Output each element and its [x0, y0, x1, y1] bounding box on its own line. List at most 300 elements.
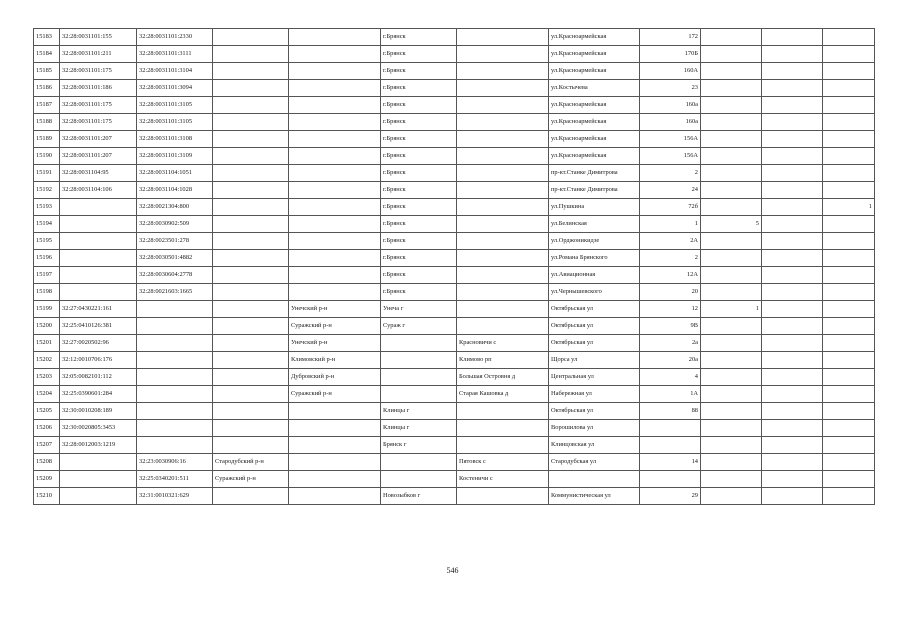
building-cell [701, 437, 762, 454]
building-cell [701, 199, 762, 216]
cadastral-number-cell [60, 471, 137, 488]
city-cell: Клинцы г [381, 420, 457, 437]
apartment-cell [762, 63, 823, 80]
district-alt-cell: Климовский р-н [289, 352, 381, 369]
building-cell [701, 386, 762, 403]
house-number-cell: 160А [640, 63, 701, 80]
building-cell [701, 454, 762, 471]
row-number-cell: 15189 [34, 131, 60, 148]
parent-cadastral-number-cell: 32:28:0030902:509 [137, 216, 213, 233]
extra-cell [823, 420, 875, 437]
table-row [34, 199, 875, 216]
building-cell [701, 284, 762, 301]
parent-cadastral-number-cell: 32:28:0031101:3108 [137, 131, 213, 148]
city-cell: г.Брянск [381, 250, 457, 267]
apartment-cell [762, 386, 823, 403]
house-number-cell: 14 [640, 454, 701, 471]
district-cell [213, 148, 289, 165]
apartment-cell [762, 199, 823, 216]
district-cell [213, 437, 289, 454]
row-number-cell: 15204 [34, 386, 60, 403]
table-row [34, 352, 875, 369]
city-cell: г.Брянск [381, 182, 457, 199]
cadastral-number-cell: 32:28:0031101:155 [60, 29, 137, 46]
parent-cadastral-number-cell [137, 420, 213, 437]
parent-cadastral-number-cell: 32:28:0030604:2778 [137, 267, 213, 284]
district-alt-cell [289, 250, 381, 267]
city-cell: г.Брянск [381, 284, 457, 301]
street-cell: Октябрьская ул [549, 403, 640, 420]
cadastral-number-cell [60, 454, 137, 471]
table-row [34, 29, 875, 46]
parent-cadastral-number-cell: 32:25:0340201:511 [137, 471, 213, 488]
city-cell: г.Брянск [381, 63, 457, 80]
building-cell [701, 352, 762, 369]
house-number-cell: 2а [640, 335, 701, 352]
street-cell: ул.Белинская [549, 216, 640, 233]
district-cell [213, 386, 289, 403]
parent-cadastral-number-cell: 32:28:0031101:3109 [137, 148, 213, 165]
apartment-cell [762, 165, 823, 182]
district-cell: Стародубский р-н [213, 454, 289, 471]
parent-cadastral-number-cell: 32:28:0031101:3094 [137, 80, 213, 97]
city-cell [381, 369, 457, 386]
parent-cadastral-number-cell [137, 335, 213, 352]
extra-cell [823, 301, 875, 318]
cadastral-number-cell: 32:27:0430221:161 [60, 301, 137, 318]
cadastral-number-cell: 32:28:0031101:175 [60, 63, 137, 80]
settlement-cell [457, 250, 549, 267]
district-alt-cell [289, 420, 381, 437]
settlement-cell: Большая Островня д [457, 369, 549, 386]
street-cell: Набережная ул [549, 386, 640, 403]
extra-cell [823, 454, 875, 471]
street-cell: Коммунистическая ул [549, 488, 640, 505]
extra-cell [823, 488, 875, 505]
table-row [34, 165, 875, 182]
building-cell [701, 182, 762, 199]
district-alt-cell [289, 148, 381, 165]
district-alt-cell [289, 165, 381, 182]
cadastral-number-cell [60, 250, 137, 267]
district-alt-cell [289, 114, 381, 131]
parent-cadastral-number-cell [137, 437, 213, 454]
district-cell [213, 318, 289, 335]
extra-cell [823, 403, 875, 420]
table-row [34, 403, 875, 420]
street-cell [549, 471, 640, 488]
table-row [34, 216, 875, 233]
row-number-cell: 15208 [34, 454, 60, 471]
extra-cell [823, 471, 875, 488]
table-row [34, 131, 875, 148]
house-number-cell: 1 [640, 216, 701, 233]
settlement-cell [457, 284, 549, 301]
district-alt-cell: Дубровский р-н [289, 369, 381, 386]
extra-cell [823, 250, 875, 267]
district-cell [213, 114, 289, 131]
building-cell [701, 250, 762, 267]
apartment-cell [762, 250, 823, 267]
apartment-cell [762, 233, 823, 250]
registry-body [34, 29, 875, 505]
building-cell [701, 114, 762, 131]
table-row [34, 250, 875, 267]
row-number-cell: 15202 [34, 352, 60, 369]
building-cell [701, 63, 762, 80]
apartment-cell [762, 369, 823, 386]
district-alt-cell [289, 267, 381, 284]
street-cell: ул.Красноармейская [549, 114, 640, 131]
extra-cell [823, 437, 875, 454]
district-cell [213, 284, 289, 301]
extra-cell [823, 335, 875, 352]
row-number-cell: 15187 [34, 97, 60, 114]
district-cell [213, 199, 289, 216]
settlement-cell [457, 437, 549, 454]
street-cell: Октябрьская ул [549, 335, 640, 352]
cadastral-number-cell: 32:28:0031101:175 [60, 97, 137, 114]
settlement-cell: Старая Кашовка д [457, 386, 549, 403]
city-cell: г.Брянск [381, 131, 457, 148]
parent-cadastral-number-cell [137, 301, 213, 318]
house-number-cell: 9В [640, 318, 701, 335]
parent-cadastral-number-cell: 32:28:0031101:3105 [137, 97, 213, 114]
row-number-cell: 15194 [34, 216, 60, 233]
cadastral-number-cell: 32:25:0410126:381 [60, 318, 137, 335]
table-row [34, 80, 875, 97]
settlement-cell [457, 148, 549, 165]
building-cell [701, 420, 762, 437]
district-cell [213, 182, 289, 199]
table-row [34, 471, 875, 488]
row-number-cell: 15192 [34, 182, 60, 199]
row-number-cell: 15206 [34, 420, 60, 437]
house-number-cell: 29 [640, 488, 701, 505]
building-cell [701, 488, 762, 505]
settlement-cell: Красновичи с [457, 335, 549, 352]
parent-cadastral-number-cell [137, 403, 213, 420]
street-cell: Ворошилова ул [549, 420, 640, 437]
city-cell: г.Брянск [381, 46, 457, 63]
house-number-cell: 2А [640, 233, 701, 250]
parent-cadastral-number-cell [137, 369, 213, 386]
house-number-cell: 160а [640, 97, 701, 114]
settlement-cell [457, 80, 549, 97]
district-alt-cell: Суражский р-н [289, 318, 381, 335]
apartment-cell [762, 454, 823, 471]
table-row [34, 63, 875, 80]
district-cell [213, 250, 289, 267]
house-number-cell: 20 [640, 284, 701, 301]
row-number-cell: 15195 [34, 233, 60, 250]
settlement-cell [457, 318, 549, 335]
parent-cadastral-number-cell: 32:28:0030501:4882 [137, 250, 213, 267]
settlement-cell [457, 131, 549, 148]
street-cell: ул.Красноармейская [549, 29, 640, 46]
cadastral-number-cell: 32:25:0390601:284 [60, 386, 137, 403]
street-cell: Клинцовская ул [549, 437, 640, 454]
street-cell: пр-кт.Станке Димитрова [549, 165, 640, 182]
district-cell [213, 488, 289, 505]
apartment-cell [762, 437, 823, 454]
parent-cadastral-number-cell: 32:23:0030906:16 [137, 454, 213, 471]
extra-cell [823, 386, 875, 403]
cadastral-number-cell [60, 267, 137, 284]
table-row [34, 46, 875, 63]
extra-cell [823, 29, 875, 46]
district-cell [213, 97, 289, 114]
house-number-cell: 2 [640, 165, 701, 182]
district-alt-cell [289, 454, 381, 471]
table-row [34, 386, 875, 403]
district-alt-cell [289, 284, 381, 301]
city-cell [381, 471, 457, 488]
district-alt-cell [289, 488, 381, 505]
table-row [34, 233, 875, 250]
district-cell [213, 216, 289, 233]
settlement-cell [457, 233, 549, 250]
district-cell [213, 29, 289, 46]
extra-cell [823, 114, 875, 131]
extra-cell [823, 46, 875, 63]
row-number-cell: 15209 [34, 471, 60, 488]
house-number-cell: 12А [640, 267, 701, 284]
city-cell: Клинцы г [381, 403, 457, 420]
street-cell: ул.Красноармейская [549, 63, 640, 80]
district-alt-cell [289, 471, 381, 488]
building-cell [701, 80, 762, 97]
city-cell: г.Брянск [381, 199, 457, 216]
extra-cell [823, 182, 875, 199]
settlement-cell [457, 165, 549, 182]
row-number-cell: 15197 [34, 267, 60, 284]
house-number-cell: 156А [640, 148, 701, 165]
house-number-cell: 160а [640, 114, 701, 131]
parent-cadastral-number-cell: 32:28:0021304:800 [137, 199, 213, 216]
cadastral-number-cell: 32:30:0010208:189 [60, 403, 137, 420]
house-number-cell: 156А [640, 131, 701, 148]
table-row [34, 301, 875, 318]
row-number-cell: 15184 [34, 46, 60, 63]
cadastral-number-cell: 32:28:0031104:95 [60, 165, 137, 182]
district-alt-cell [289, 437, 381, 454]
district-alt-cell: Унечский р-н [289, 335, 381, 352]
street-cell: Октябрьская ул [549, 301, 640, 318]
settlement-cell [457, 488, 549, 505]
cadastral-number-cell: 32:28:0031101:186 [60, 80, 137, 97]
table-row [34, 488, 875, 505]
district-alt-cell [289, 29, 381, 46]
settlement-cell [457, 46, 549, 63]
apartment-cell [762, 284, 823, 301]
city-cell: Унеча г [381, 301, 457, 318]
settlement-cell [457, 420, 549, 437]
city-cell: г.Брянск [381, 165, 457, 182]
district-alt-cell [289, 233, 381, 250]
building-cell [701, 29, 762, 46]
cadastral-number-cell: 32:28:0031101:211 [60, 46, 137, 63]
parent-cadastral-number-cell: 32:28:0021603:1665 [137, 284, 213, 301]
district-alt-cell: Суражский р-н [289, 386, 381, 403]
house-number-cell: 23 [640, 80, 701, 97]
city-cell: Сураж г [381, 318, 457, 335]
row-number-cell: 15183 [34, 29, 60, 46]
parent-cadastral-number-cell [137, 386, 213, 403]
building-cell [701, 148, 762, 165]
parent-cadastral-number-cell: 32:28:0031101:3104 [137, 63, 213, 80]
building-cell [701, 471, 762, 488]
district-cell [213, 403, 289, 420]
cadastral-number-cell [60, 199, 137, 216]
building-cell [701, 403, 762, 420]
extra-cell [823, 284, 875, 301]
row-number-cell: 15196 [34, 250, 60, 267]
cadastral-number-cell: 32:27:0020502:96 [60, 335, 137, 352]
district-cell [213, 352, 289, 369]
settlement-cell [457, 114, 549, 131]
extra-cell [823, 369, 875, 386]
extra-cell [823, 148, 875, 165]
street-cell: Октябрьская ул [549, 318, 640, 335]
parent-cadastral-number-cell [137, 352, 213, 369]
building-cell [701, 369, 762, 386]
cadastral-number-cell: 32:05:0082101:112 [60, 369, 137, 386]
apartment-cell [762, 114, 823, 131]
parent-cadastral-number-cell: 32:28:0023501:278 [137, 233, 213, 250]
city-cell [381, 386, 457, 403]
district-cell [213, 63, 289, 80]
apartment-cell [762, 420, 823, 437]
street-cell: Щорса ул [549, 352, 640, 369]
house-number-cell: 1А [640, 386, 701, 403]
apartment-cell [762, 29, 823, 46]
extra-cell [823, 233, 875, 250]
city-cell: г.Брянск [381, 29, 457, 46]
house-number-cell: 24 [640, 182, 701, 199]
city-cell: г.Брянск [381, 97, 457, 114]
district-alt-cell [289, 199, 381, 216]
extra-cell [823, 63, 875, 80]
row-number-cell: 15205 [34, 403, 60, 420]
apartment-cell [762, 46, 823, 63]
street-cell: ул.Чернышевского [549, 284, 640, 301]
cadastral-number-cell: 32:28:0031101:175 [60, 114, 137, 131]
district-cell [213, 335, 289, 352]
table-row [34, 284, 875, 301]
parent-cadastral-number-cell: 32:31:0010321:629 [137, 488, 213, 505]
house-number-cell: 72б [640, 199, 701, 216]
settlement-cell [457, 267, 549, 284]
apartment-cell [762, 471, 823, 488]
street-cell: ул.Романа Брянского [549, 250, 640, 267]
extra-cell [823, 352, 875, 369]
house-number-cell: 4 [640, 369, 701, 386]
house-number-cell [640, 420, 701, 437]
cadastral-number-cell [60, 216, 137, 233]
cadastral-number-cell [60, 233, 137, 250]
apartment-cell [762, 216, 823, 233]
apartment-cell [762, 403, 823, 420]
street-cell: Стародубская ул [549, 454, 640, 471]
street-cell: Центральная ул [549, 369, 640, 386]
parent-cadastral-number-cell: 32:28:0031104:1028 [137, 182, 213, 199]
row-number-cell: 15188 [34, 114, 60, 131]
apartment-cell [762, 488, 823, 505]
row-number-cell: 15203 [34, 369, 60, 386]
city-cell: г.Брянск [381, 148, 457, 165]
city-cell: г.Брянск [381, 114, 457, 131]
apartment-cell [762, 301, 823, 318]
settlement-cell [457, 301, 549, 318]
row-number-cell: 15207 [34, 437, 60, 454]
street-cell: ул.Красноармейская [549, 46, 640, 63]
settlement-cell [457, 216, 549, 233]
settlement-cell [457, 63, 549, 80]
house-number-cell: 20а [640, 352, 701, 369]
house-number-cell [640, 471, 701, 488]
apartment-cell [762, 80, 823, 97]
district-alt-cell: Унечский р-н [289, 301, 381, 318]
street-cell: ул.Авиационная [549, 267, 640, 284]
parent-cadastral-number-cell: 32:28:0031104:1051 [137, 165, 213, 182]
district-alt-cell [289, 131, 381, 148]
district-cell [213, 80, 289, 97]
apartment-cell [762, 335, 823, 352]
table-row [34, 420, 875, 437]
city-cell [381, 335, 457, 352]
page-number: 546 [446, 566, 459, 575]
city-cell [381, 454, 457, 471]
city-cell: г.Брянск [381, 80, 457, 97]
table-row [34, 437, 875, 454]
building-cell [701, 267, 762, 284]
row-number-cell: 15210 [34, 488, 60, 505]
city-cell: г.Брянск [381, 267, 457, 284]
house-number-cell: 170Б [640, 46, 701, 63]
table-row [34, 369, 875, 386]
district-alt-cell [289, 97, 381, 114]
apartment-cell [762, 182, 823, 199]
district-alt-cell [289, 46, 381, 63]
cadastral-number-cell: 32:28:0031101:207 [60, 131, 137, 148]
row-number-cell: 15193 [34, 199, 60, 216]
building-cell [701, 131, 762, 148]
table-row [34, 318, 875, 335]
cadastral-number-cell: 32:28:0031104:106 [60, 182, 137, 199]
row-number-cell: 15198 [34, 284, 60, 301]
row-number-cell: 15190 [34, 148, 60, 165]
building-cell [701, 97, 762, 114]
settlement-cell [457, 97, 549, 114]
street-cell: ул.Костычева [549, 80, 640, 97]
settlement-cell [457, 403, 549, 420]
apartment-cell [762, 267, 823, 284]
district-alt-cell [289, 403, 381, 420]
building-cell: 5 [701, 216, 762, 233]
district-cell [213, 301, 289, 318]
district-alt-cell [289, 182, 381, 199]
house-number-cell: 172 [640, 29, 701, 46]
row-number-cell: 15185 [34, 63, 60, 80]
city-cell: г.Брянск [381, 233, 457, 250]
street-cell: ул.Красноармейская [549, 131, 640, 148]
cadastral-number-cell: 32:28:0031101:207 [60, 148, 137, 165]
table-row [34, 182, 875, 199]
building-cell [701, 233, 762, 250]
building-cell [701, 335, 762, 352]
row-number-cell: 15199 [34, 301, 60, 318]
